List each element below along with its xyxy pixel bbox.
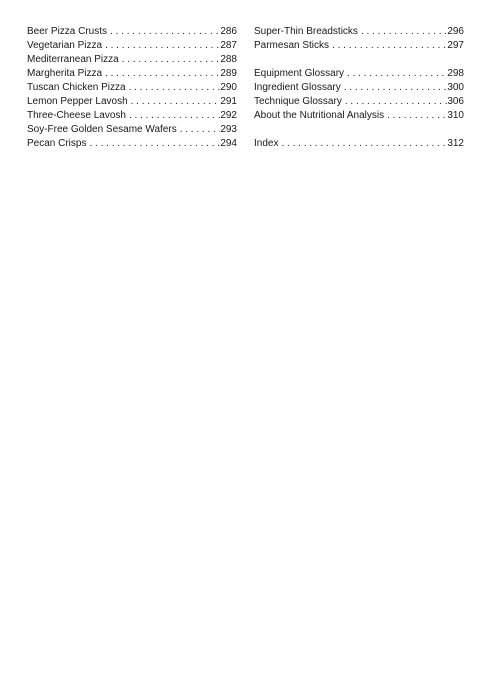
toc-entry-title: Technique Glossary [254, 96, 342, 107]
toc-leader-dots [126, 81, 221, 95]
toc-entry-page: 294 [220, 138, 237, 149]
toc-entry-page: 288 [220, 54, 237, 65]
toc-entry-title: Beer Pizza Crusts [27, 26, 108, 37]
toc-entry-page: 312 [447, 138, 464, 149]
toc-entry-page: 287 [220, 40, 237, 51]
toc-entry-title: Equipment Glossary [254, 68, 345, 79]
toc-entry-ingredient-glossary [254, 81, 464, 95]
toc-entry-technique-glossary [254, 95, 464, 109]
toc-entry-title: Super-Thin Breadsticks [254, 26, 358, 37]
toc-entry-nutritional-analysis [254, 109, 464, 123]
toc-leader-dots [341, 81, 448, 95]
toc-leader-dots [342, 95, 447, 109]
toc-entry-margherita-pizza [27, 67, 237, 81]
toc-leader-dots [177, 123, 221, 137]
toc-leader-dots [278, 137, 447, 151]
toc-entry-page: 286 [220, 26, 237, 37]
toc-leader-dots [128, 95, 221, 109]
toc-leader-dots [119, 53, 221, 67]
toc-entry-title: Margherita Pizza [27, 68, 103, 79]
toc-leader-dots [384, 109, 447, 123]
toc-entry-title: Soy-Free Golden Sesame Wafers [27, 124, 177, 135]
toc-entry-title: Vegetarian Pizza [27, 40, 103, 51]
toc-entry-title: Tuscan Chicken Pizza [27, 82, 126, 93]
toc-leader-dots [107, 25, 220, 39]
toc-entry-sesame-wafers [27, 123, 237, 137]
toc-leader-dots [102, 39, 220, 53]
toc-entry-lemon-pepper-lavosh [27, 95, 237, 109]
toc-entry-title: Three-Cheese Lavosh [27, 110, 126, 121]
toc-leader-dots [344, 67, 447, 81]
toc-entry-beer-pizza-crusts [27, 25, 237, 39]
toc-entry-page: 290 [220, 82, 237, 93]
toc-leader-dots [126, 109, 220, 123]
toc-entry-page: 306 [447, 96, 464, 107]
toc-entry-page: 293 [220, 124, 237, 135]
toc-entry-title: About the Nutritional Analysis [254, 110, 385, 121]
toc-entry-vegetarian-pizza [27, 39, 237, 53]
toc-leader-dots [329, 39, 447, 53]
toc-entry-page: 291 [220, 96, 237, 107]
toc-entry-title: Ingredient Glossary [254, 82, 341, 93]
toc-spacer [254, 53, 464, 67]
toc-leader-dots [86, 137, 220, 151]
toc-entry-title: Pecan Crisps [27, 138, 87, 149]
toc-leader-dots [358, 25, 447, 39]
toc-entry-super-thin-breadsticks [254, 25, 464, 39]
toc-entry-page: 292 [220, 110, 237, 121]
toc-entry-mediterranean-pizza [27, 53, 237, 67]
toc-entry-three-cheese-lavosh [27, 109, 237, 123]
toc-entry-page: 289 [220, 68, 237, 79]
toc-entry-page: 296 [447, 26, 464, 37]
toc-entry-parmesan-sticks [254, 39, 464, 53]
toc-entry-page: 298 [447, 68, 464, 79]
toc-entry-title: Mediterranean Pizza [27, 54, 119, 65]
toc-entry-index [254, 137, 464, 151]
toc-entry-title: Lemon Pepper Lavosh [27, 96, 128, 107]
toc-entry-page: 297 [447, 40, 464, 51]
toc-right-column [254, 25, 464, 151]
toc-entry-title: Parmesan Sticks [254, 40, 330, 51]
toc-entry-pecan-crisps [27, 137, 237, 151]
toc-leader-dots [102, 67, 220, 81]
toc-entry-title: Index [254, 138, 279, 149]
toc-entry-page: 310 [447, 110, 464, 121]
toc-entry-page: 300 [447, 82, 464, 93]
toc-entry-equipment-glossary [254, 67, 464, 81]
toc-left-column [27, 25, 237, 151]
toc-spacer [254, 123, 464, 137]
toc-entry-tuscan-chicken-pizza [27, 81, 237, 95]
